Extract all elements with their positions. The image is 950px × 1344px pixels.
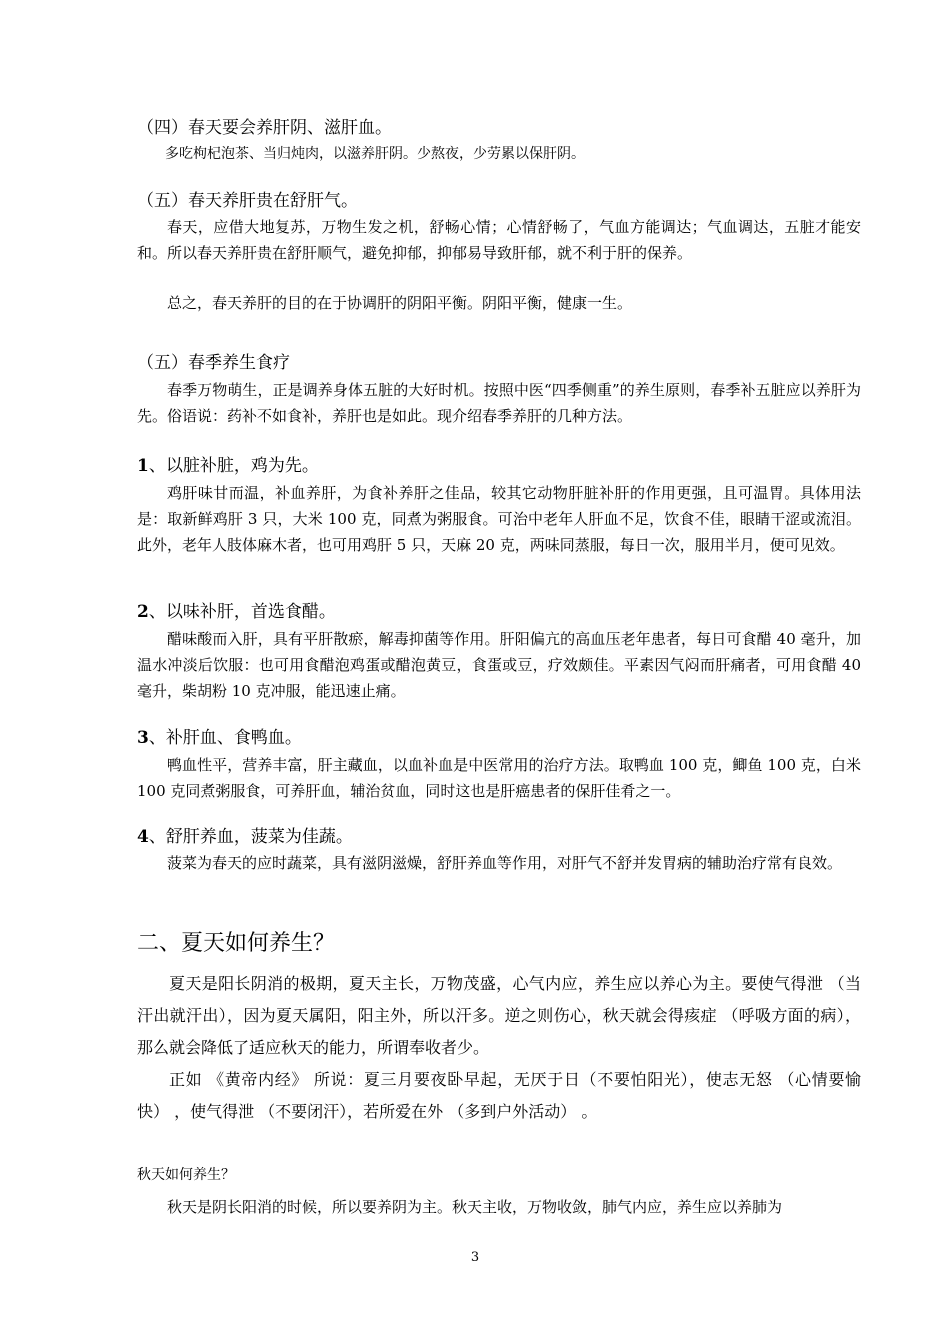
method-heading [137, 455, 861, 477]
page-number: 3 [470, 1250, 480, 1265]
method-title: 、舒肝养血，菠菜为佳蔬。 [148, 827, 353, 847]
chapter-heading: 二、夏天如何养生？ [137, 931, 336, 956]
method-title: 、以脏补脏，鸡为先。 [148, 456, 319, 476]
method-title: 、以味补肝，首选食醋。 [148, 602, 336, 622]
method-title: 、补肝血、食鸭血。 [148, 728, 302, 748]
method-number: 2 [137, 602, 149, 622]
method-number: 1 [137, 456, 149, 476]
method-number: 4 [137, 827, 149, 847]
paragraph: 鸡肝味甘而温，补血养肝，为食补养肝之佳品，较其它动物肝脏补肝的作用更强，且可温胃。具体用法是：取新鲜鸡肝 3 只，大米 100 克，同煮为粥服食。可治中老年人肝血不足，饮食不佳，眼睛干涩或流泪。此外，老年人肢体麻木者，也可用鸡肝 5 只，天麻 20 克，两味同蒸服，每日一次，服用半月，便可见效。 [137, 484, 861, 554]
paragraph: 多吃枸杞泡茶、当归炖肉，以滋养肝阴。少熬夜，少劳累以保肝阴。 [165, 146, 585, 162]
section-heading: （四）春天要会养肝阴、滋肝血。 [137, 118, 392, 138]
method-heading [137, 601, 861, 623]
paragraph: 菠菜为春天的应时蔬菜，具有滋阴滋燥，舒肝养血等作用，对肝气不舒并发胃病的辅助治疗常有良效。 [167, 854, 843, 872]
paragraph: 秋天是阴长阳消的时候，所以要养阴为主。秋天主收，万物收敛，肺气内应，养生应以养肺为 [167, 1198, 783, 1216]
paragraph: 正如 《黄帝内经》 所说：夏三月要夜卧早起，无厌于日（不要怕阳光），使志无怒 （心情要愉快） ，使气得泄 （不要闭汗），若所爱在外 （多到户外活动） 。 [137, 1070, 861, 1121]
paragraph: 夏天是阳长阴消的极期，夏天主长，万物茂盛，心气内应，养生应以养心为主。要使气得泄 （当汗出就汗出），因为夏天属阳，阳主外，所以汗多。逆之则伤心，秋天就会得痎症 （呼吸方面的病），那么就会降低了适应秋天的能力，所谓奉收者少。 [137, 974, 861, 1057]
paragraph: 春天，应借大地复苏，万物生发之机，舒畅心情；心情舒畅了，气血方能调达；气血调达，五脏才能安和。所以春天养肝贵在舒肝顺气，避免抑郁，抑郁易导致肝郁，就不利于肝的保养。 [137, 218, 861, 262]
section-heading: （五）春季养生食疗 [137, 353, 290, 373]
section-heading: （五）春天养肝贵在舒肝气。 [137, 191, 358, 211]
paragraph: 醋味酸而入肝，具有平肝散瘀，解毒抑菌等作用。肝阳偏亢的高血压老年患者，每日可食醋 40 毫升，加温水冲淡后饮服：也可用食醋泡鸡蛋或醋泡黄豆，食蛋或豆，疗效颇佳。平素因气闷而肝痛者，可用食醋 40 毫升，柴胡粉 10 克冲服，能迅速止痛。 [137, 630, 861, 700]
paragraph: 春季万物萌生，正是调养身体五脏的大好时机。按照中医“四季侧重”的养生原则，春季补五脏应以养肝为先。俗语说：药补不如食补，养肝也是如此。现介绍春季养肝的几种方法。 [137, 381, 861, 425]
summary-paragraph: 总之，春天养肝的目的在于协调肝的阴阳平衡。阴阳平衡，健康一生。 [167, 294, 633, 312]
method-heading [137, 727, 861, 749]
paragraph: 鸭血性平，营养丰富，肝主藏血，以血补血是中医常用的治疗方法。取鸭血 100 克，鲫鱼 100 克，白米 100 克同煮粥服食，可养肝血，辅治贫血，同时这也是肝癌患者的保肝佳肴之一。 [137, 756, 861, 800]
method-number: 3 [137, 728, 149, 748]
method-heading [137, 826, 861, 848]
section-heading: 秋天如何养生？ [137, 1167, 235, 1183]
